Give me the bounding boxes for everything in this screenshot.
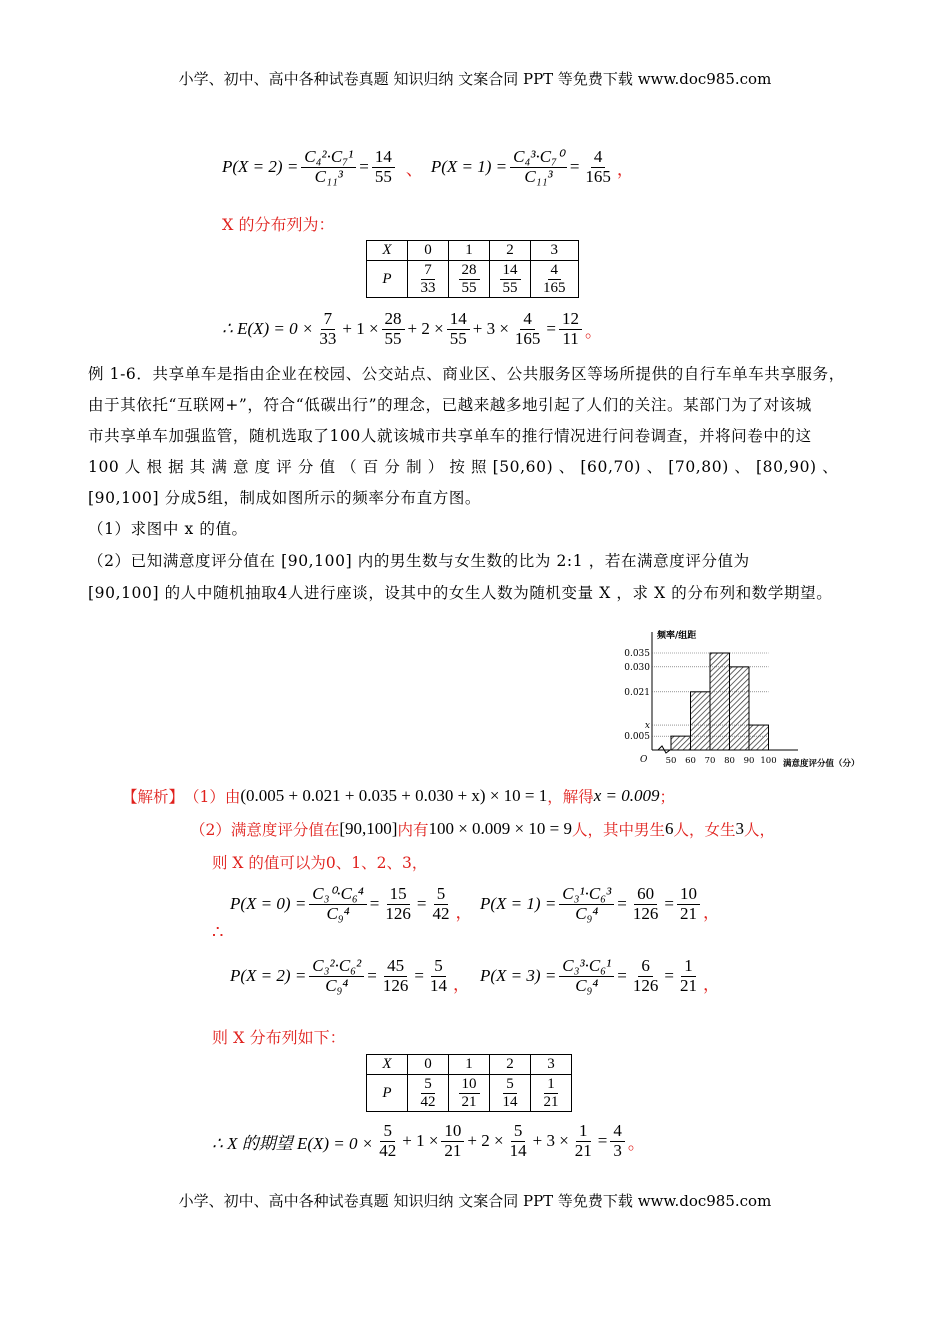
formula-text: C₃¹·C₆³ <box>559 885 614 905</box>
formula-text: ， <box>702 903 720 923</box>
formula-text: 14 <box>509 1140 527 1160</box>
formula-text: 126 <box>382 975 409 995</box>
y-tick-label: 0.005 <box>624 732 650 743</box>
fraction <box>309 885 366 923</box>
formula-text: + 2 × <box>407 319 444 339</box>
formula-text: 5 <box>434 885 449 905</box>
formula-text: = <box>664 966 674 986</box>
solution-line-1 <box>122 785 675 807</box>
formula-text: P(X = 1) = <box>480 894 557 914</box>
formula-text: 0 <box>408 241 449 261</box>
formula-text: x = 0.009 <box>593 786 660 805</box>
formula-text: 6 <box>638 957 653 977</box>
formula-text: 3 <box>531 1055 572 1075</box>
therefore-symbol: ∴ <box>212 922 224 943</box>
formula-text: P <box>367 261 408 298</box>
formula-text: 100 × 0.009 × 10 = 9 <box>428 819 572 838</box>
fraction <box>382 310 405 348</box>
formula-text: P(X = 3) = <box>480 966 557 986</box>
formula-text: + 1 × <box>342 319 379 339</box>
formula-text: 165 <box>514 328 541 348</box>
formula-text: 126 <box>632 903 659 923</box>
formula-text: C₃²·C₆² <box>309 957 364 977</box>
formula-text: 、 <box>405 159 423 179</box>
formula-text: + 3 × <box>532 1131 569 1151</box>
formula-text: 5 <box>511 1122 526 1142</box>
fraction <box>316 310 339 348</box>
formula-text: 7 <box>321 310 336 330</box>
formula-text: = <box>617 966 627 986</box>
dist-title: 则 X 分布列如下： <box>212 1028 346 1047</box>
formula-text: 10 <box>459 1076 480 1094</box>
distribution-table-prev <box>366 240 579 298</box>
x-tick-label: 90 <box>743 756 755 766</box>
formula-text: C₉⁴ <box>326 903 350 923</box>
formula-text: 5 <box>503 1076 517 1094</box>
page-header: 小学、初中、高中各种试卷真题 知识归纳 文案合同 PPT 等免费下载 www.doc985.com <box>178 70 772 88</box>
x-tick-label: 60 <box>685 756 696 766</box>
y-tick-label: 0.021 <box>624 687 650 698</box>
formula-text: 。 <box>585 321 603 341</box>
formula-text: = <box>546 319 557 339</box>
formula-text: C₁₁³ <box>314 166 343 186</box>
formula-text: = <box>569 157 580 177</box>
formula-text: X <box>367 1055 408 1075</box>
formula-text: 1 <box>544 1076 558 1094</box>
formula-text: 126 <box>385 903 411 923</box>
formula-text: 14 <box>502 1093 518 1110</box>
expectation-prev <box>222 310 602 348</box>
formula-text: ， <box>616 159 634 179</box>
formula-text: P(X = 2) = <box>222 157 299 177</box>
formula-text: 5 <box>431 957 446 977</box>
fraction <box>507 1122 530 1160</box>
histogram-bar <box>730 667 750 750</box>
formula-text: ∴ X 的期望 E(X) = 0 × <box>212 1133 374 1153</box>
histogram-bar <box>691 692 711 750</box>
formula-text: 28 <box>459 262 480 280</box>
formula-text: ∴ E(X) = 0 × <box>222 319 314 339</box>
formula-text: 6 <box>665 819 674 838</box>
fraction <box>559 885 614 923</box>
formula-text: C₉⁴ <box>325 975 349 995</box>
fraction <box>500 262 521 296</box>
distribution-table <box>366 1054 572 1112</box>
fraction <box>376 1122 399 1160</box>
formula-text: 内有 <box>397 821 429 839</box>
fraction <box>459 1076 480 1110</box>
fraction <box>559 310 582 348</box>
formula-text: 55 <box>502 279 518 296</box>
formula-text: 3 <box>613 1140 622 1160</box>
formula-text: 33 <box>420 279 436 296</box>
formula-text: 3 <box>735 819 745 838</box>
formula-text: C₄³·C₇⁰ <box>510 148 567 168</box>
formula-text: 42 <box>432 903 450 923</box>
fraction <box>382 885 414 923</box>
problem-line: 100 人 根 据 其 满 意 度 评 分 值 （ 百 分 制 ） 按 照 [50,60) 、 [60,70) 、 [70,80) 、 [80,90) 、 <box>88 458 839 476</box>
formula-text: 10 <box>677 885 700 905</box>
fraction <box>418 1076 439 1110</box>
fraction <box>512 310 544 348</box>
fraction <box>610 1122 625 1160</box>
formula-text: 4 <box>520 310 535 330</box>
y-axis-label: 频率/组距 <box>657 631 697 641</box>
formula-text: C₃³·C₆¹ <box>559 957 614 977</box>
formula-text: C₉⁴ <box>575 975 599 995</box>
formula-text: 5 <box>421 1076 435 1094</box>
problem-line: 由于其依托“互联网+”，符合“低碳出行”的理念，已越来越多地引起了人们的关注。某部门为了对该城 <box>88 396 812 414</box>
formula-text: 人，女生 <box>673 821 736 839</box>
formula-text: 33 <box>319 328 337 348</box>
formula-text: 4 <box>610 1122 625 1142</box>
formula-text: 1 <box>449 1055 490 1075</box>
formula-text: 60 <box>634 885 657 905</box>
formula-text: 5 <box>380 1122 395 1142</box>
x-tick-label: 70 <box>704 756 716 766</box>
fraction <box>459 262 480 296</box>
problem-line: [90,100] 分成5组，制成如图所示的频率分布直方图。 <box>88 489 482 507</box>
formula-text: 0 <box>408 1055 449 1075</box>
problem-question-2: （2）已知满意度评分值在 [90,100] 内的男生数与女生数的比为 2:1 ，若在满意度评分值为 <box>88 552 750 570</box>
formula-text: C₄²·C₇¹ <box>301 148 356 168</box>
formula-text: 1 <box>681 957 696 977</box>
formula-text: C₉⁴ <box>575 903 599 923</box>
formula-text: 165 <box>543 279 566 296</box>
formula-text: （1）由 <box>184 788 241 806</box>
dist-title-prev: X 的分布列为： <box>222 215 335 234</box>
histogram-bar <box>671 736 691 750</box>
fraction <box>541 1076 562 1110</box>
formula-text: 165 <box>585 166 611 186</box>
formula-text: 2 <box>490 1055 531 1075</box>
formula-text: ，解得 <box>547 788 594 806</box>
fraction <box>630 885 662 923</box>
fraction <box>309 957 364 995</box>
prob-x3 <box>480 957 720 995</box>
formula-text: = <box>367 966 377 986</box>
formula-text: 14 <box>500 262 521 280</box>
formula-text: 21 <box>543 1093 559 1110</box>
formula-text: 11 <box>562 328 579 348</box>
formula-text: 4 <box>591 148 606 168</box>
formula-text: C₁₁³ <box>524 166 553 186</box>
formula-text: ； <box>659 788 676 806</box>
formula-text: P(X = 2) = <box>230 966 307 986</box>
formula-text: P <box>367 1075 408 1112</box>
problem-line: 市共享单车加强监管，随机选取了100人就该城市共享单车的推行情况进行问卷调查，并将问卷中的这 <box>88 427 812 445</box>
fraction <box>372 148 395 186</box>
formula-text: + 2 × <box>467 1131 504 1151</box>
y-tick-label: 0.030 <box>624 662 650 673</box>
solution-line-2 <box>190 818 775 840</box>
fraction <box>301 148 356 186</box>
formula-text: 7 <box>421 262 435 280</box>
formula-text: = <box>664 894 674 914</box>
formula-text: [90,100] <box>339 819 398 838</box>
fraction <box>572 1122 595 1160</box>
formula-text: P(X = 1) = <box>430 157 508 177</box>
formula-text: = <box>414 966 424 986</box>
formula-text: 21 <box>679 903 697 923</box>
formula-text: ， <box>455 903 473 923</box>
prob-formula-top <box>222 148 634 186</box>
x-tick-label: 100 <box>760 756 777 766</box>
origin-label: O <box>640 755 648 765</box>
formula-text: 55 <box>449 328 467 348</box>
formula-text: + 3 × <box>472 319 509 339</box>
prob-x1 <box>480 885 720 923</box>
histogram-bar <box>749 725 769 750</box>
formula-text: 21 <box>679 975 697 995</box>
formula-text: 21 <box>461 1093 477 1110</box>
formula-text: 4 <box>548 262 562 280</box>
prob-x2 <box>230 957 470 995</box>
x-tick-label: 50 <box>665 756 677 766</box>
formula-text: + 1 × <box>402 1131 439 1151</box>
formula-text: 126 <box>632 975 659 995</box>
formula-text: 42 <box>420 1093 436 1110</box>
fraction <box>500 1076 521 1110</box>
solution-line-3: 则 X 的值可以为0、1、2、3， <box>212 854 428 872</box>
formula-text: X <box>367 241 408 261</box>
formula-text: = <box>416 894 427 914</box>
formula-text: 55 <box>384 328 402 348</box>
formula-text: 14 <box>372 148 395 168</box>
fraction <box>380 957 412 995</box>
formula-text: 人，其中男生 <box>571 821 665 839</box>
formula-text: 1 <box>576 1122 591 1142</box>
fraction <box>427 957 450 995</box>
formula-text: (0.005 + 0.021 + 0.035 + 0.030 + x) × 10 = 1 <box>240 786 548 805</box>
formula-text: = <box>617 894 627 914</box>
formula-text: C₃⁰·C₆⁴ <box>309 885 366 905</box>
problem-line: [90,100] 的人中随机抽取4人进行座谈，设其中的女生人数为随机变量 X ，求 X 的分布列和数学期望。 <box>88 584 833 602</box>
y-tick-label: x <box>644 721 650 732</box>
fraction <box>677 885 700 923</box>
fraction <box>630 957 662 995</box>
fraction <box>429 885 452 923</box>
formula-text: ， <box>702 975 720 995</box>
formula-text: = <box>359 157 369 177</box>
formula-text: 12 <box>559 310 582 330</box>
formula-text: 1 <box>449 241 490 261</box>
x-tick-label: 80 <box>724 756 735 766</box>
histogram-bar <box>710 653 730 750</box>
problem-question-1: （1）求图中 x 的值。 <box>88 520 248 538</box>
fraction <box>418 262 439 296</box>
problem-line: 例 1-6．共享单车是指由企业在校园、公交站点、商业区、公共服务区等场所提供的自行车单车共享服务， <box>88 365 845 383</box>
formula-text: 55 <box>374 166 392 186</box>
solution-tag: 【解析】 <box>122 788 185 806</box>
formula-text: ， <box>452 975 470 995</box>
fraction <box>582 148 614 186</box>
page-footer: 小学、初中、高中各种试卷真题 知识归纳 文案合同 PPT 等免费下载 www.doc985.com <box>178 1192 772 1210</box>
formula-text: 21 <box>574 1140 592 1160</box>
expectation <box>212 1122 645 1160</box>
frequency-histogram <box>620 620 880 770</box>
formula-text: （2）满意度评分值在 <box>190 821 340 839</box>
fraction <box>540 262 569 296</box>
y-tick-label: 0.035 <box>624 649 650 659</box>
fraction <box>447 310 470 348</box>
formula-text: 。 <box>627 1133 645 1153</box>
formula-text: 28 <box>382 310 405 330</box>
fraction <box>510 148 567 186</box>
fraction <box>559 957 614 995</box>
formula-text: 14 <box>429 975 447 995</box>
formula-text: P(X = 0) = <box>230 894 307 914</box>
prob-x0 <box>230 885 472 923</box>
fraction <box>677 957 700 995</box>
x-axis-label: 满意度评分值（分） <box>783 759 860 769</box>
fraction <box>441 1122 464 1160</box>
formula-text: 人， <box>744 821 776 839</box>
formula-text: 2 <box>490 241 531 261</box>
formula-text: 3 <box>531 241 579 261</box>
formula-text: 55 <box>461 279 477 296</box>
formula-text: 45 <box>384 957 407 977</box>
formula-text: = <box>597 1131 608 1151</box>
formula-text: 21 <box>444 1140 462 1160</box>
formula-text: 14 <box>447 310 470 330</box>
formula-text: 42 <box>379 1140 397 1160</box>
formula-text: = <box>369 894 380 914</box>
formula-text: 10 <box>441 1122 464 1142</box>
formula-text: 15 <box>387 885 410 905</box>
